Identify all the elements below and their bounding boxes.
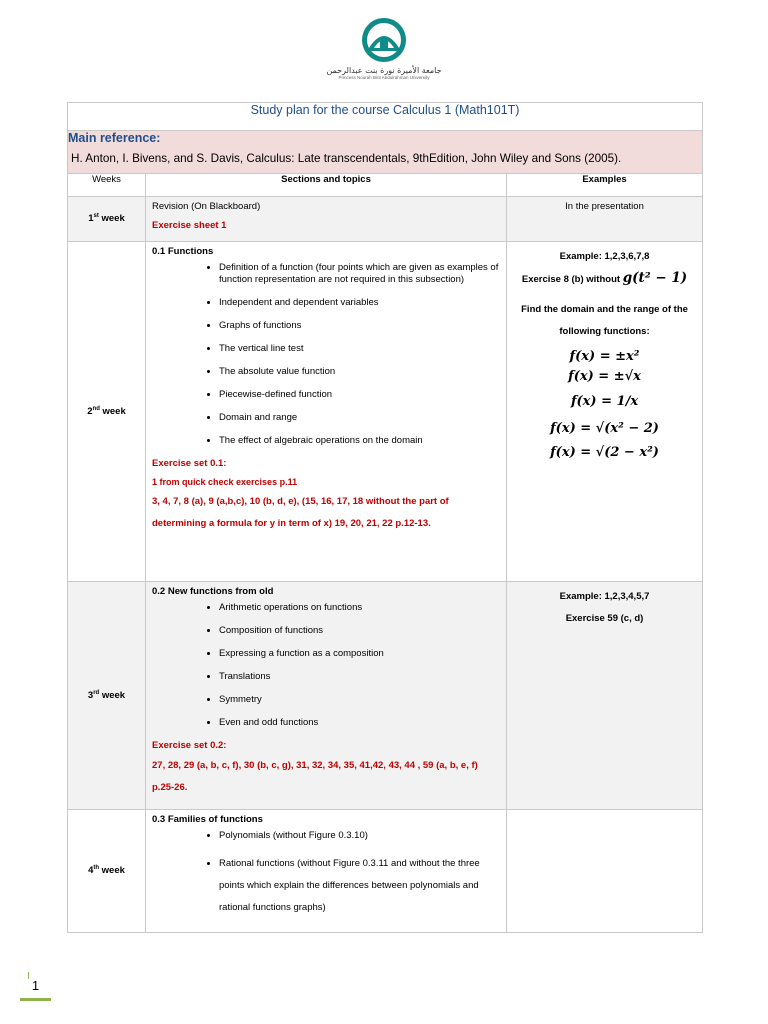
topic-list <box>152 262 500 447</box>
header-weeks: Weeks <box>68 174 146 197</box>
find-domain-text: Find the domain and the range of the following functions: <box>521 304 688 337</box>
list-item: • The effect of algebraic operations on the domain <box>219 435 500 447</box>
list-item: • Definition of a function (four points which are given as examples of function representation are not required in this subsection) <box>219 262 500 286</box>
table-row <box>68 582 703 810</box>
reference-text: H. Anton, I. Bivens, and S. Davis, Calculus: Late transcendentals, 9thEdition, John Wiley and Sons (2005). <box>71 152 622 165</box>
examples-line: Exercise 8 (b) without g(t² − 1) <box>521 270 688 286</box>
sections-cell <box>146 810 507 933</box>
week-label: 1st week <box>68 197 146 242</box>
list-item: • Symmetry <box>219 694 500 706</box>
formula-4: f(x) = √(x² − 2) <box>550 421 659 436</box>
sections-cell <box>146 242 507 582</box>
logo-emblem-icon <box>356 14 412 64</box>
logo-english-text: Princess Nourah Bint Abdulrahman University <box>338 75 430 80</box>
list-item: • Independent and dependent variables <box>219 297 500 309</box>
table-row <box>68 242 703 582</box>
formula-2: f(x) = ±√x <box>568 369 641 384</box>
sections-cell <box>146 582 507 810</box>
list-item: • Domain and range <box>219 412 500 424</box>
list-item: • The absolute value function <box>219 366 500 378</box>
exercise-heading: Exercise set 0.2: <box>152 740 227 751</box>
header-examples: Examples <box>507 174 703 197</box>
topic-list <box>152 602 500 729</box>
study-plan-table <box>67 102 703 933</box>
list-item: • Expressing a function as a composition <box>219 648 500 660</box>
formula-1: f(x) = ±x² <box>569 349 640 364</box>
page-number-footer <box>20 970 51 1004</box>
formula-5: f(x) = √(2 − x²) <box>550 445 659 460</box>
exercise-heading: Exercise set 0.1: <box>152 458 227 469</box>
list-item: • Rational functions (without Figure 0.3.11 and without the three points which explain the differences between polynomials and rational functions graphs) <box>219 853 500 919</box>
list-item: • Composition of functions <box>219 625 500 637</box>
examples-text: In the presentation <box>565 201 644 212</box>
list-item: • Polynomials (without Figure 0.3.10) <box>219 830 500 842</box>
formula-3: f(x) = 1/x <box>570 394 639 409</box>
section-heading: 0.2 New functions from old <box>152 586 274 597</box>
page-number: 1 <box>31 978 40 993</box>
university-logo <box>316 14 452 90</box>
section-heading: 0.1 Functions <box>152 246 214 257</box>
list-item: • Arithmetic operations on functions <box>219 602 500 614</box>
examples-line: Example: 1,2,3,4,5,7 <box>559 591 650 602</box>
exercise-list: 27, 28, 29 (a, b, c, f), 30 (b, c, g), 31, 32, 34, 35, 41,42, 43, 44 , 59 (a, b, e, f) p.25-26. <box>152 760 478 793</box>
list-item: • Piecewise-defined function <box>219 389 500 401</box>
exercise-label: Exercise sheet 1 <box>152 220 227 231</box>
week-label: 3rd week <box>68 582 146 810</box>
examples-cell <box>507 242 703 582</box>
examples-line: Exercise 59 (c, d) <box>565 613 644 624</box>
main-reference <box>68 131 703 174</box>
week-label: 4th week <box>68 810 146 933</box>
topic-line: Revision (On Blackboard) <box>152 201 261 212</box>
sections-cell <box>146 197 507 242</box>
reference-heading: Main reference: <box>68 131 161 145</box>
exercise-subline: 1 from quick check exercises p.11 <box>152 477 298 487</box>
examples-cell <box>507 810 703 933</box>
examples-cell <box>507 197 703 242</box>
header-sections: Sections and topics <box>146 174 507 197</box>
examples-cell <box>507 582 703 810</box>
footer-bar <box>20 998 51 1001</box>
section-heading: 0.3 Families of functions <box>152 814 263 825</box>
exercise-list: 3, 4, 7, 8 (a), 9 (a,b,c), 10 (b, d, e), (15, 16, 17, 18 without the part of determining a formula for y in term of x) 19, 20, 21, 22 p.12-13. <box>152 496 449 529</box>
list-item: • Graphs of functions <box>219 320 500 332</box>
topic-list <box>152 830 500 919</box>
examples-line: Example: 1,2,3,6,7,8 <box>559 251 650 262</box>
table-title: Study plan for the course Calculus 1 (Math101T) <box>68 103 703 131</box>
exercise-formula: g(t² − 1) <box>622 270 688 286</box>
list-item: • Translations <box>219 671 500 683</box>
table-row <box>68 810 703 933</box>
table-row <box>68 197 703 242</box>
list-item: • The vertical line test <box>219 343 500 355</box>
list-item: • Even and odd functions <box>219 717 500 729</box>
logo-arabic-text: جامعة الأميرة نورة بنت عبدالرحمن <box>326 66 442 75</box>
week-label: 2nd week <box>68 242 146 582</box>
